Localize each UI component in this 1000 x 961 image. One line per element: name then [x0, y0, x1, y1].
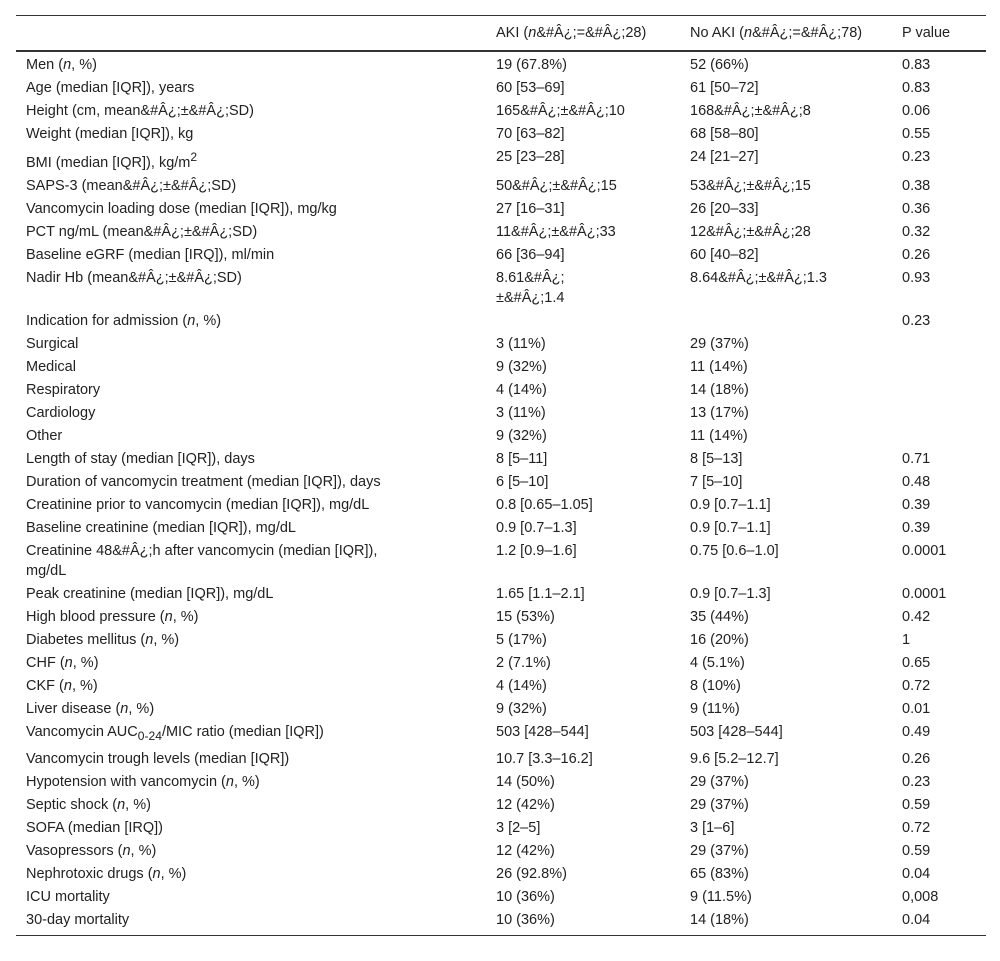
- cell-variable: Vasopressors (n, %): [26, 842, 157, 859]
- cell-no-aki: 9 (11%): [690, 700, 740, 717]
- header-variable: [16, 16, 486, 52]
- cell-no-aki: 8 [5–13]: [690, 450, 743, 467]
- cell-aki: 4 (14%): [496, 381, 547, 398]
- cell-variable: Vancomycin trough levels (median [IQR]): [26, 750, 290, 767]
- cell-p-value: 0.23: [902, 149, 931, 165]
- cell-no-aki: 61 [50–72]: [690, 80, 759, 96]
- cell-p-value: 0.01: [902, 700, 931, 717]
- cell-variable: Other: [26, 427, 63, 444]
- cell-aki: 165&#Â¿;±&#Â¿;10: [496, 103, 625, 119]
- cell-no-aki: 8 (10%): [690, 677, 741, 694]
- cell-no-aki: 26 [20–33]: [690, 200, 759, 217]
- cell-aki: 66 [36–94]: [496, 246, 565, 263]
- cell-variable: High blood pressure (n, %): [26, 608, 199, 625]
- cell-no-aki: [680, 310, 892, 333]
- cell-no-aki: 29 (37%): [690, 335, 749, 352]
- table-row: [16, 471, 986, 494]
- data-table: [16, 15, 986, 936]
- cell-aki: 15 (53%): [496, 608, 555, 625]
- cell-no-aki: 29 (37%): [690, 842, 749, 859]
- cell-variable: CKF (n, %): [26, 677, 98, 694]
- table-row: [16, 606, 986, 629]
- cell-p-value: 0.93: [902, 269, 931, 286]
- cell-no-aki: 65 (83%): [690, 865, 749, 882]
- cell-variable: Baseline eGRF (median [IRQ]), ml/min: [26, 246, 275, 263]
- cell-variable: Men (n, %): [26, 57, 97, 73]
- table-row: [16, 652, 986, 675]
- cell-aki: 70 [63–82]: [496, 126, 565, 142]
- cell-p-value: 0.26: [902, 246, 931, 263]
- table-row: [16, 123, 986, 146]
- cell-variable: Indication for admission (n, %): [26, 312, 222, 329]
- cell-variable: Medical: [26, 358, 76, 375]
- cell-no-aki: 24 [21–27]: [690, 149, 759, 165]
- cell-variable: 30-day mortality: [16, 909, 486, 936]
- cell-aki: [486, 310, 680, 333]
- cell-aki: 0.8 [0.65–1.05]: [496, 496, 593, 513]
- cell-variable: Baseline creatinine (median [IQR]), mg/dL: [26, 519, 296, 536]
- cell-variable: SAPS-3 (mean&#Â¿;±&#Â¿;SD): [26, 177, 237, 194]
- cell-aki: 9 (32%): [496, 358, 547, 375]
- cell-aki: 19 (67.8%): [496, 57, 567, 73]
- cell-aki: 14 (50%): [496, 773, 555, 790]
- cell-variable: Septic shock (n, %): [26, 796, 151, 813]
- cell-p-value: 0.04: [892, 909, 986, 936]
- cell-aki: 60 [53–69]: [496, 80, 565, 96]
- cell-variable: Cardiology: [26, 404, 96, 421]
- cell-no-aki: 3 [1–6]: [690, 819, 735, 836]
- table-row: [16, 721, 986, 748]
- table-row: [16, 198, 986, 221]
- cell-no-aki: 29 (37%): [690, 773, 749, 790]
- cell-variable: Surgical: [26, 335, 79, 352]
- cell-no-aki: 9 (11.5%): [690, 888, 752, 905]
- cell-aki: 27 [16–31]: [496, 200, 565, 217]
- cell-no-aki: 8.64&#Â¿;±&#Â¿;1.3: [690, 269, 827, 286]
- cell-aki: 9 (32%): [496, 700, 547, 717]
- cell-p-value: [892, 379, 986, 402]
- cell-p-value: 0.59: [902, 842, 931, 859]
- cell-aki: 4 (14%): [496, 677, 547, 694]
- cell-aki: 3 [2–5]: [496, 819, 541, 836]
- table-row: [16, 379, 986, 402]
- cell-variable: Diabetes mellitus (n, %): [26, 631, 180, 648]
- cell-p-value: 0.32: [902, 223, 931, 240]
- cell-variable: Creatinine 48&#Â¿;h after vancomycin (median [IQR]), mg/dL: [26, 542, 378, 579]
- cell-aki: 11&#Â¿;±&#Â¿;33: [496, 223, 616, 240]
- cell-variable: Height (cm, mean&#Â¿;±&#Â¿;SD): [26, 103, 254, 119]
- cell-variable: Weight (median [IQR]), kg: [26, 126, 194, 142]
- table-row: [16, 51, 986, 77]
- cell-aki: 0.9 [0.7–1.3]: [496, 519, 577, 536]
- cell-aki: 8 [5–11]: [496, 450, 548, 467]
- cell-no-aki: 13 (17%): [690, 404, 749, 421]
- table-row: [16, 794, 986, 817]
- cell-p-value: 1: [902, 631, 911, 648]
- table-row: [16, 146, 986, 175]
- cell-aki: 10 (36%): [486, 909, 680, 936]
- cell-p-value: 0.42: [902, 608, 931, 625]
- cell-variable: Nadir Hb (mean&#Â¿;±&#Â¿;SD): [26, 269, 242, 286]
- cell-p-value: 0.83: [902, 57, 931, 73]
- cell-no-aki: 168&#Â¿;±&#Â¿;8: [690, 103, 811, 119]
- cell-no-aki: 60 [40–82]: [690, 246, 759, 263]
- header-p-value: P value: [892, 16, 986, 52]
- table-row: [16, 175, 986, 198]
- cell-aki: 1.2 [0.9–1.6]: [496, 542, 577, 559]
- cell-variable: ICU mortality: [26, 888, 110, 905]
- cell-aki: 12 (42%): [496, 842, 555, 859]
- table-row: [16, 100, 986, 123]
- cell-p-value: 0.83: [902, 80, 931, 96]
- table-row: [16, 221, 986, 244]
- cell-variable: SOFA (median [IRQ]): [26, 819, 163, 836]
- cell-no-aki: 11 (14%): [690, 427, 748, 444]
- cell-p-value: 0.72: [902, 677, 931, 694]
- cell-p-value: [892, 356, 986, 379]
- header-aki-label: AKI (n&#Â¿;=&#Â¿;28): [496, 25, 647, 41]
- cell-aki: 12 (42%): [496, 796, 555, 813]
- cell-no-aki: 35 (44%): [690, 608, 749, 625]
- table-row: [16, 629, 986, 652]
- cell-p-value: [892, 425, 986, 448]
- cell-variable: BMI (median [IQR]), $kg/m^2$: [26, 150, 198, 171]
- table-row: [16, 817, 986, 840]
- table-row: [16, 77, 986, 100]
- cell-no-aki: 11 (14%): [690, 358, 748, 375]
- cell-variable: CHF (n, %): [26, 654, 99, 671]
- cell-p-value: 0.71: [902, 450, 931, 467]
- cell-no-aki: 53&#Â¿;±&#Â¿;15: [690, 177, 811, 194]
- cell-p-value: 0.48: [902, 473, 931, 490]
- cell-aki: 10 (36%): [496, 888, 555, 905]
- cell-no-aki: 29 (37%): [690, 796, 749, 813]
- cell-p-value: 0.23: [902, 773, 931, 790]
- cell-p-value: 0.38: [902, 177, 931, 194]
- cell-p-value: [892, 333, 986, 356]
- cell-p-value: 0.04: [902, 865, 931, 882]
- header-no-aki: [680, 16, 892, 52]
- cell-aki: 2 (7.1%): [496, 654, 551, 671]
- cell-no-aki: 0.75 [0.6–1.0]: [690, 542, 779, 559]
- cell-no-aki: 9.6 [5.2–12.7]: [690, 750, 779, 767]
- table-row: [16, 494, 986, 517]
- cell-no-aki: 7 [5–10]: [690, 473, 743, 490]
- cell-variable: Creatinine prior to vancomycin (median [IQR]), mg/dL: [26, 496, 370, 513]
- cell-p-value: [892, 402, 986, 425]
- table-row: [16, 402, 986, 425]
- cell-no-aki: 16 (20%): [690, 631, 749, 648]
- cell-no-aki: 0.9 [0.7–1.3]: [690, 585, 771, 602]
- cell-aki: 8.61&#Â¿; ±&#Â¿;1.4: [496, 269, 565, 306]
- cell-no-aki: 12&#Â¿;±&#Â¿;28: [690, 223, 811, 240]
- cell-variable: PCT ng/mL (mean&#Â¿;±&#Â¿;SD): [26, 223, 258, 240]
- table-row: [16, 909, 986, 936]
- cell-p-value: 0.0001: [902, 585, 947, 602]
- cell-no-aki: 14 (18%): [690, 381, 749, 398]
- cell-p-value: 0.39: [902, 519, 931, 536]
- cell-no-aki: 0.9 [0.7–1.1]: [690, 519, 771, 536]
- cell-variable: Hypotension with vancomycin (n, %): [26, 773, 260, 790]
- cell-p-value: 0.65: [902, 654, 931, 671]
- cell-p-value: 0.23: [902, 312, 931, 329]
- cell-no-aki: 14 (18%): [680, 909, 892, 936]
- table-row: [16, 517, 986, 540]
- cell-p-value: 0.39: [902, 496, 931, 513]
- cell-variable: Vancomycin $AUC_{0-24}$/MIC ratio (median [IQR]): [26, 723, 324, 743]
- cell-variable: Age (median [IQR]), years: [26, 80, 195, 96]
- cell-aki: 9 (32%): [496, 427, 547, 444]
- cell-p-value: 0.36: [902, 200, 931, 217]
- cell-aki: 3 (11%): [496, 404, 546, 421]
- table-row: [16, 244, 986, 267]
- header-row: [16, 16, 986, 52]
- table-row: [16, 863, 986, 886]
- table-row: [16, 748, 986, 771]
- cell-variable: Nephrotoxic drugs (n, %): [26, 865, 187, 882]
- cell-no-aki: 68 [58–80]: [690, 126, 759, 142]
- table-row: [16, 356, 986, 379]
- cell-p-value: 0.59: [902, 796, 931, 813]
- table-row: [16, 698, 986, 721]
- cell-p-value: 0.26: [902, 750, 931, 767]
- cell-aki: 50&#Â¿;±&#Â¿;15: [496, 177, 617, 194]
- cell-p-value: 0.49: [902, 723, 931, 740]
- table-row: [16, 448, 986, 471]
- cell-p-value: 0,008: [902, 888, 939, 905]
- cell-aki: 5 (17%): [496, 631, 547, 648]
- cell-p-value: 0.72: [902, 819, 931, 836]
- cell-p-value: 0.0001: [902, 542, 947, 559]
- cell-aki: 503 [428–544]: [496, 723, 589, 740]
- cell-variable: Liver disease (n, %): [26, 700, 155, 717]
- cell-aki: 6 [5–10]: [496, 473, 549, 490]
- table-row: [16, 333, 986, 356]
- header-aki: [486, 16, 680, 52]
- table-row: [16, 540, 986, 583]
- table-row: [16, 310, 986, 333]
- cell-no-aki: 52 (66%): [690, 57, 749, 73]
- table-row: [16, 425, 986, 448]
- cell-no-aki: 503 [428–544]: [690, 723, 783, 740]
- cell-variable: Length of stay (median [IQR]), days: [26, 450, 255, 467]
- table-row: [16, 886, 986, 909]
- cell-variable: Peak creatinine (median [IQR]), mg/dL: [26, 585, 274, 602]
- header-no-aki-label: No AKI (n&#Â¿;=&#Â¿;78): [690, 25, 863, 41]
- cell-aki: 10.7 [3.3–16.2]: [496, 750, 593, 767]
- table-header: [16, 16, 986, 52]
- cell-aki: 26 (92.8%): [496, 865, 567, 882]
- cell-aki: 25 [23–28]: [496, 149, 565, 165]
- cell-no-aki: 4 (5.1%): [690, 654, 745, 671]
- table-row: [16, 771, 986, 794]
- table-body: [16, 51, 986, 935]
- cell-variable: Duration of vancomycin treatment (median [IQR]), days: [26, 473, 381, 490]
- table-row: [16, 840, 986, 863]
- cell-p-value: 0.06: [902, 103, 931, 119]
- cell-variable: Vancomycin loading dose (median [IQR]), mg/kg: [26, 200, 337, 217]
- cell-aki: 1.65 [1.1–2.1]: [496, 585, 585, 602]
- cell-variable: Respiratory: [26, 381, 101, 398]
- table-row: [16, 675, 986, 698]
- table-row: [16, 267, 986, 310]
- cell-aki: 3 (11%): [496, 335, 546, 352]
- cell-p-value: 0.55: [902, 126, 931, 142]
- table-row: [16, 583, 986, 606]
- cell-no-aki: 0.9 [0.7–1.1]: [690, 496, 771, 513]
